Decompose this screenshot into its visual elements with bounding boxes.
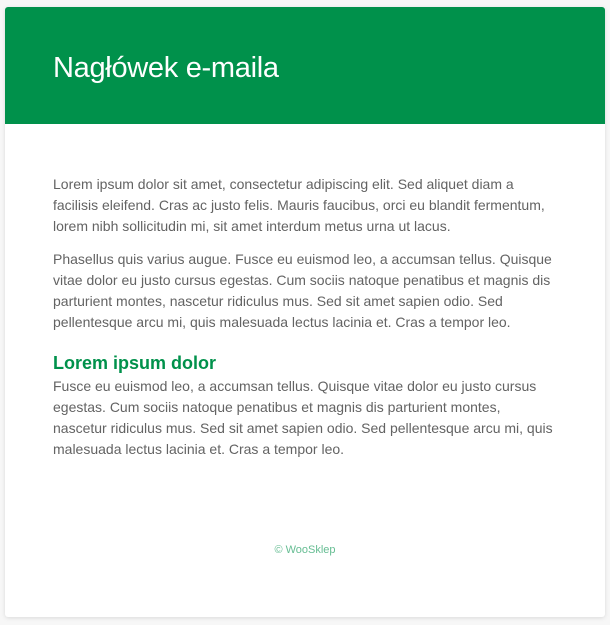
- email-header: [5, 7, 605, 124]
- section-heading: Lorem ipsum dolor: [53, 353, 217, 373]
- body-paragraph-2: Phasellus quis varius augue. Fusce eu euismod leo, a accumsan tellus. Quisque vitae dolor eu justo cursus egestas. Cum sociis natoque penatibus et magnis dis parturient montes, nascetur ridiculus mus. Sed sit amet sapien odio. Sed pellentesque arcu mi, quis malesuada lectus lacinia et. Cras a tempor leo.: [53, 251, 552, 330]
- email-body: [5, 124, 605, 460]
- section-paragraph: Fusce eu euismod leo, a accumsan tellus. Quisque vitae dolor eu justo cursus egestas. Cum sociis natoque penatibus et magnis dis parturient montes, nascetur ridiculus mus. Sed sit amet sapien odio. Sed pellentesque arcu mi, quis malesuada lectus lacinia et. Cras a tempor leo.: [53, 378, 553, 457]
- email-header-title: Nagłówek e-maila: [53, 52, 279, 84]
- email-preview-card: [5, 7, 605, 617]
- email-footer: © WooSklep: [274, 544, 336, 556]
- body-paragraph-1: Lorem ipsum dolor sit amet, consectetur adipiscing elit. Sed aliquet diam a facilisis eleifend. Cras ac justo felis. Mauris faucibus, orci eu blandit fermentum, lorem nibh sollicitudin mi, sit amet interdum metus urna ut lacus.: [53, 176, 545, 234]
